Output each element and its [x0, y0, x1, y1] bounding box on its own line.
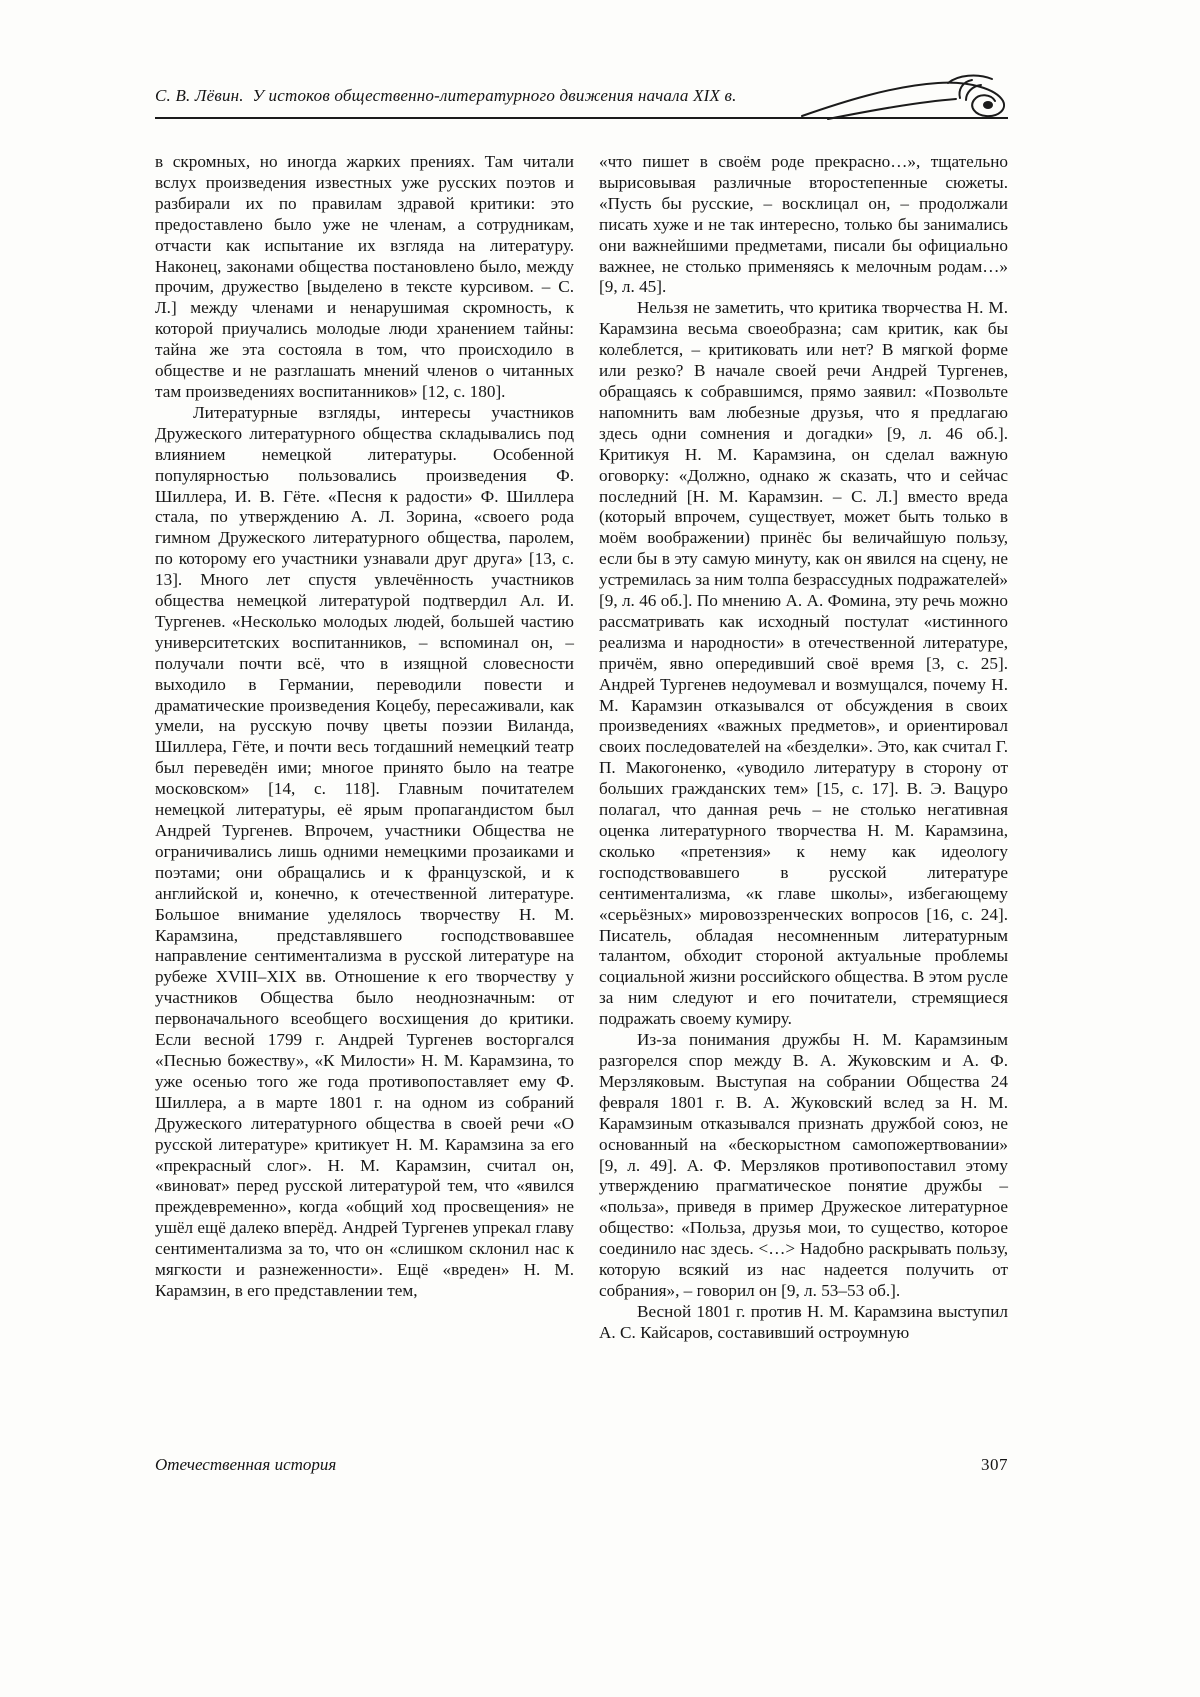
- page-number: 307: [981, 1455, 1008, 1474]
- journal-title: Отечественная история: [155, 1455, 337, 1474]
- paragraph-criticism-of-karamzin: Нельзя не заметить, что критика творчества Н. М. Карамзина весьма своеобразна; сам критик, как бы колеблется, – критиковать или нет? В мягкой форме или резко? В начале своей речи Андрей Тургенев, обращаясь к собравшимся, прямо заявил: «Позвольте напомнить вам любезные друзья, что я предлагаю здесь одни сомнения и догадки» [9, л. 46 об.]. Критикуя Н. М. Карамзина, он сделал важную оговорку: «Должно, однако ж сказать, что и сейчас последний [Н. М. Карамзин. – С. Л.] вместо вреда (который впрочем, существует, может быть только в моём воображении) принёс бы величайшую пользу, если бы в эту самую минуту, как он явился на сцену, не устремилась за ним толпа безрассудных подражателей» [9, л. 46 об.]. По мнению А. А. Фомина, эту речь можно рассматривать как исходный постулат «истинного реализма и народности» в отечественной литературе, причём, явно опередивший своё время [3, с. 25]. Андрей Тургенев недоумевал и возмущался, почему Н. М. Карамзин отказывался от обсуждения в своих произведениях «важных предметов», и ориентировал своих последователей на «безделки». Это, как считал Г. П. Макогоненко, «уводило литературу в сторону от больших гражданских тем» [15, с. 17]. В. Э. Вацуро полагал, что данная речь – не столько негативная оценка литературного творчества Н. М. Карамзина, сколько «претензия» к нему как идеологу господствовавшего в русской литературе сентиментализма, «к главе школы», избегающему «серьёзных» мировоззренческих вопросов [16, с. 24]. Писатель, обладая несомненным литературным талантом, обходит стороной актуальные проблемы социальной жизни российского общества. В этом русле за ним следуют и его почитатели, стремящиеся подражать своему кумиру.: [599, 298, 1008, 1029]
- paragraph-friendship-dispute: Из-за понимания дружбы Н. М. Карамзиным разгорелся спор между В. А. Жуковским и А. Ф. Мерзляковым. Выступая на собрании Общества 24 февраля 1801 г. В. А. Жуковский вслед за Н. М. Карамзиным отказывался признать дружбой союз, не основанный на «бескорыстном самопожертвовании» [9, л. 49]. А. Ф. Мерзляков противопоставил этому утверждению прагматическое понятие дружбы – «польза», приведя в пример Дружеское литературное общество: «Польза, друзья мои, то существо, которое соединило нас здесь. <…> Надобно раскрывать пользу, которую всякий из нас надеется получить от собрания», – говорил он [9, л. 53–53 об.].: [599, 1030, 1008, 1300]
- page-footer: [155, 1455, 1008, 1475]
- paragraph-continued-from-left-column: «что пишет в своём роде прекрасно…», тщательно вырисовывая различные второстепенные сюжеты. «Пусть бы русские, – восклицал он, – продолжали писать хуже и не так интересно, только бы занимались они важнейшими предметами, писали бы официально важнее, не столько применяясь к мелочным родам…» [9, л. 45].: [599, 152, 1008, 297]
- flourish-ornament-icon: [800, 72, 1010, 122]
- text-column-left: [155, 152, 574, 1302]
- paragraph-continued-from-previous-page: в скромных, но иногда жарких прениях. Там читали вслух произведения известных уже русских поэтов и разбирали их по правилам здравой критики: это предоставлено было уже не членам, а сотрудникам, отчасти как испытание их взгляда на литературу. Наконец, законами общества постановлено было, между прочим, дружество [выделено в тексте курсивом. – С. Л.] между членами и ненарушимая скромность, к которой приучались молодые люди хранением тайны: тайна же эта состояла в том, что происходило в обществе и не разглашать мнений членов о читанных там произведениях воспитанников» [12, с. 180].: [155, 152, 574, 401]
- running-head: С. В. Лёвин. У истоков общественно-литературного движения начала XIX в.: [155, 86, 737, 105]
- paragraph-kaisarov: Весной 1801 г. против Н. М. Карамзина выступил А. С. Кайсаров, составивший остроумную: [599, 1301, 1008, 1342]
- paragraph-literary-views: Литературные взгляды, интересы участников Дружеского литературного общества складывались под влиянием немецкой литературы. Особенной популярностью пользовались произведения Ф. Шиллера, И. В. Гёте. «Песня к радости» Ф. Шиллера стала, по утверждению А. Л. Зорина, «своего рода гимном Дружеского литературного общества, паролем, по которому его участники узнавали друг друга» [13, с. 13]. Много лет спустя увлечённость участников общества немецкой литературой подтвердил Ал. И. Тургенев. «Несколько молодых людей, большей частию университетских воспитанников, – вспоминал он, – получали почти всё, что в изящной словесности выходило в Германии, переводили повести и драматические произведения Коцебу, пересаживали, как умели, на русскую почву цветы поэзии Виланда, Шиллера, Гёте, и почти весь тогдашний немецкий театр был переведён ими; многое принято было на театре московском» [14, с. 118]. Главным почитателем немецкой литературы, её ярым пропагандистом был Андрей Тургенев. Впрочем, участники Общества не ограничивались лишь одними немецкими прозаиками и поэтами; они обращались и к французской, и к английской и, конечно, к отечественной литературе. Большое внимание уделялось творчеству Н. М. Карамзина, представлявшего господствовавшее направление сентиментализма в русской литературе на рубеже XVIII–XIX вв. Отношение к его творчеству у участников Общества было неоднозначным: от первоначального всеобщего восхищения до критики. Если весной 1799 г. Андрей Тургенев восторгался «Песнью божеству», «К Милости» Н. М. Карамзина, то уже осенью того же года противопоставляет ему Ф. Шиллера, а в марте 1801 г. на одном из собраний Дружеского литературного общества в своей речи «О русской литературе» критикует Н. М. Карамзина за его «прекрасный слог». Н. М. Карамзин, считал он, «виноват» перед русской литературой тем, что «явился преждевременно», когда «общий ход просвещения» не ушёл ещё далеко вперёд. Андрей Тургенев упрекал главу сентиментализма за то, что он «слишком склонил нас к мягкости и разнеженности». Ещё «вреден» Н. М. Карамзин, в его представлении тем,: [155, 402, 574, 1300]
- text-column-right: [599, 152, 1008, 1344]
